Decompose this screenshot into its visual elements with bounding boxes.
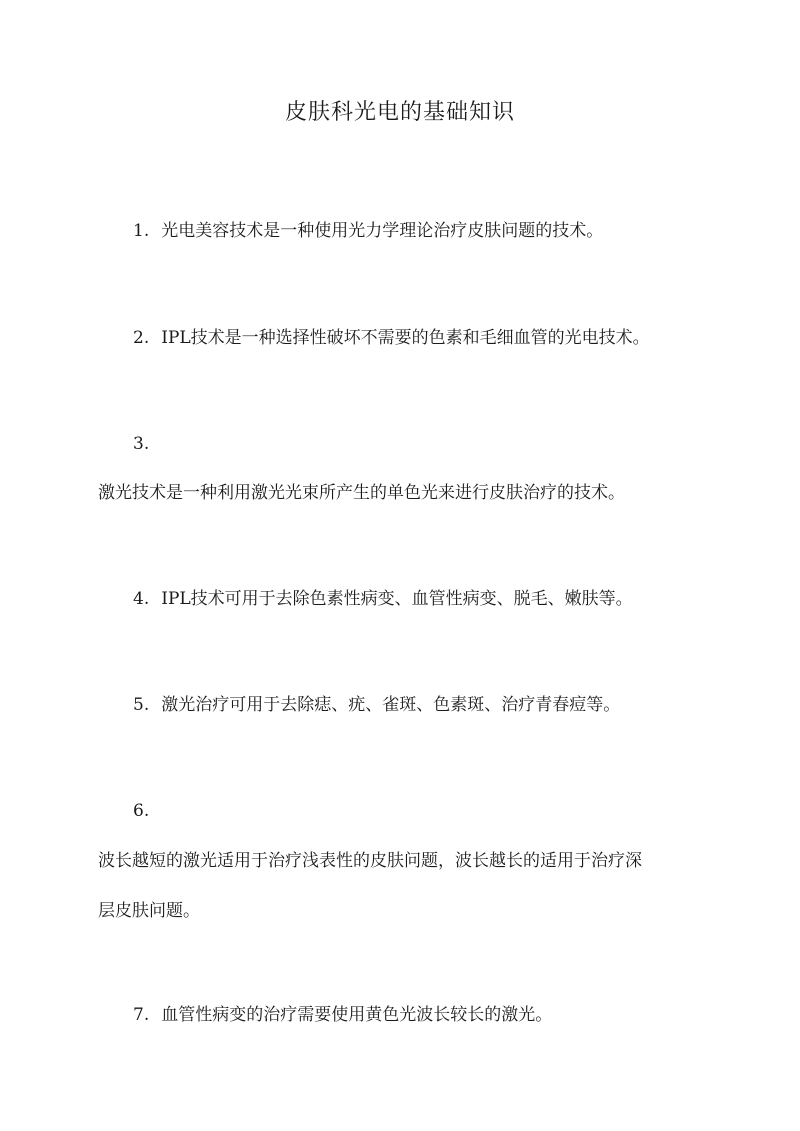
- item-number: 6.: [133, 801, 150, 821]
- list-item: [133, 587, 633, 611]
- list-item: [133, 326, 650, 350]
- item-number: 1.: [133, 221, 150, 241]
- list-item: [133, 219, 603, 243]
- item-number: 2.: [133, 328, 150, 348]
- item-text: 血管性病变的治疗需要使用黄色光波长较长的激光。: [161, 1005, 553, 1025]
- item-number: 3.: [133, 434, 150, 454]
- item-number: 7.: [133, 1005, 150, 1025]
- item-text: 光电美容技术是一种使用光力学理论治疗皮肤问题的技术。: [161, 221, 604, 241]
- document-title: 皮肤科光电的基础知识: [284, 100, 515, 125]
- item-text: 激光技术是一种利用激光光束所产生的单色光来进行皮肤治疗的技术。: [98, 483, 625, 503]
- item-text: 波长越短的激光适用于治疗浅表性的皮肤问题，波长越长的适用于治疗深: [98, 851, 642, 871]
- item-text: IPL技术是一种选择性破坏不需要的色素和毛细血管的光电技术。: [161, 328, 650, 348]
- list-item: [133, 1003, 552, 1027]
- item-number: 4.: [133, 589, 150, 609]
- item-text: 激光治疗可用于去除痣、疣、雀斑、色素斑、治疗青春痘等。: [161, 695, 621, 715]
- item-number: 5.: [133, 695, 150, 715]
- item-text: IPL技术可用于去除色素性病变、血管性病变、脱毛、嫩肤等。: [161, 589, 633, 609]
- item-text-continued: 层皮肤问题。: [98, 901, 200, 921]
- list-item: [133, 693, 620, 717]
